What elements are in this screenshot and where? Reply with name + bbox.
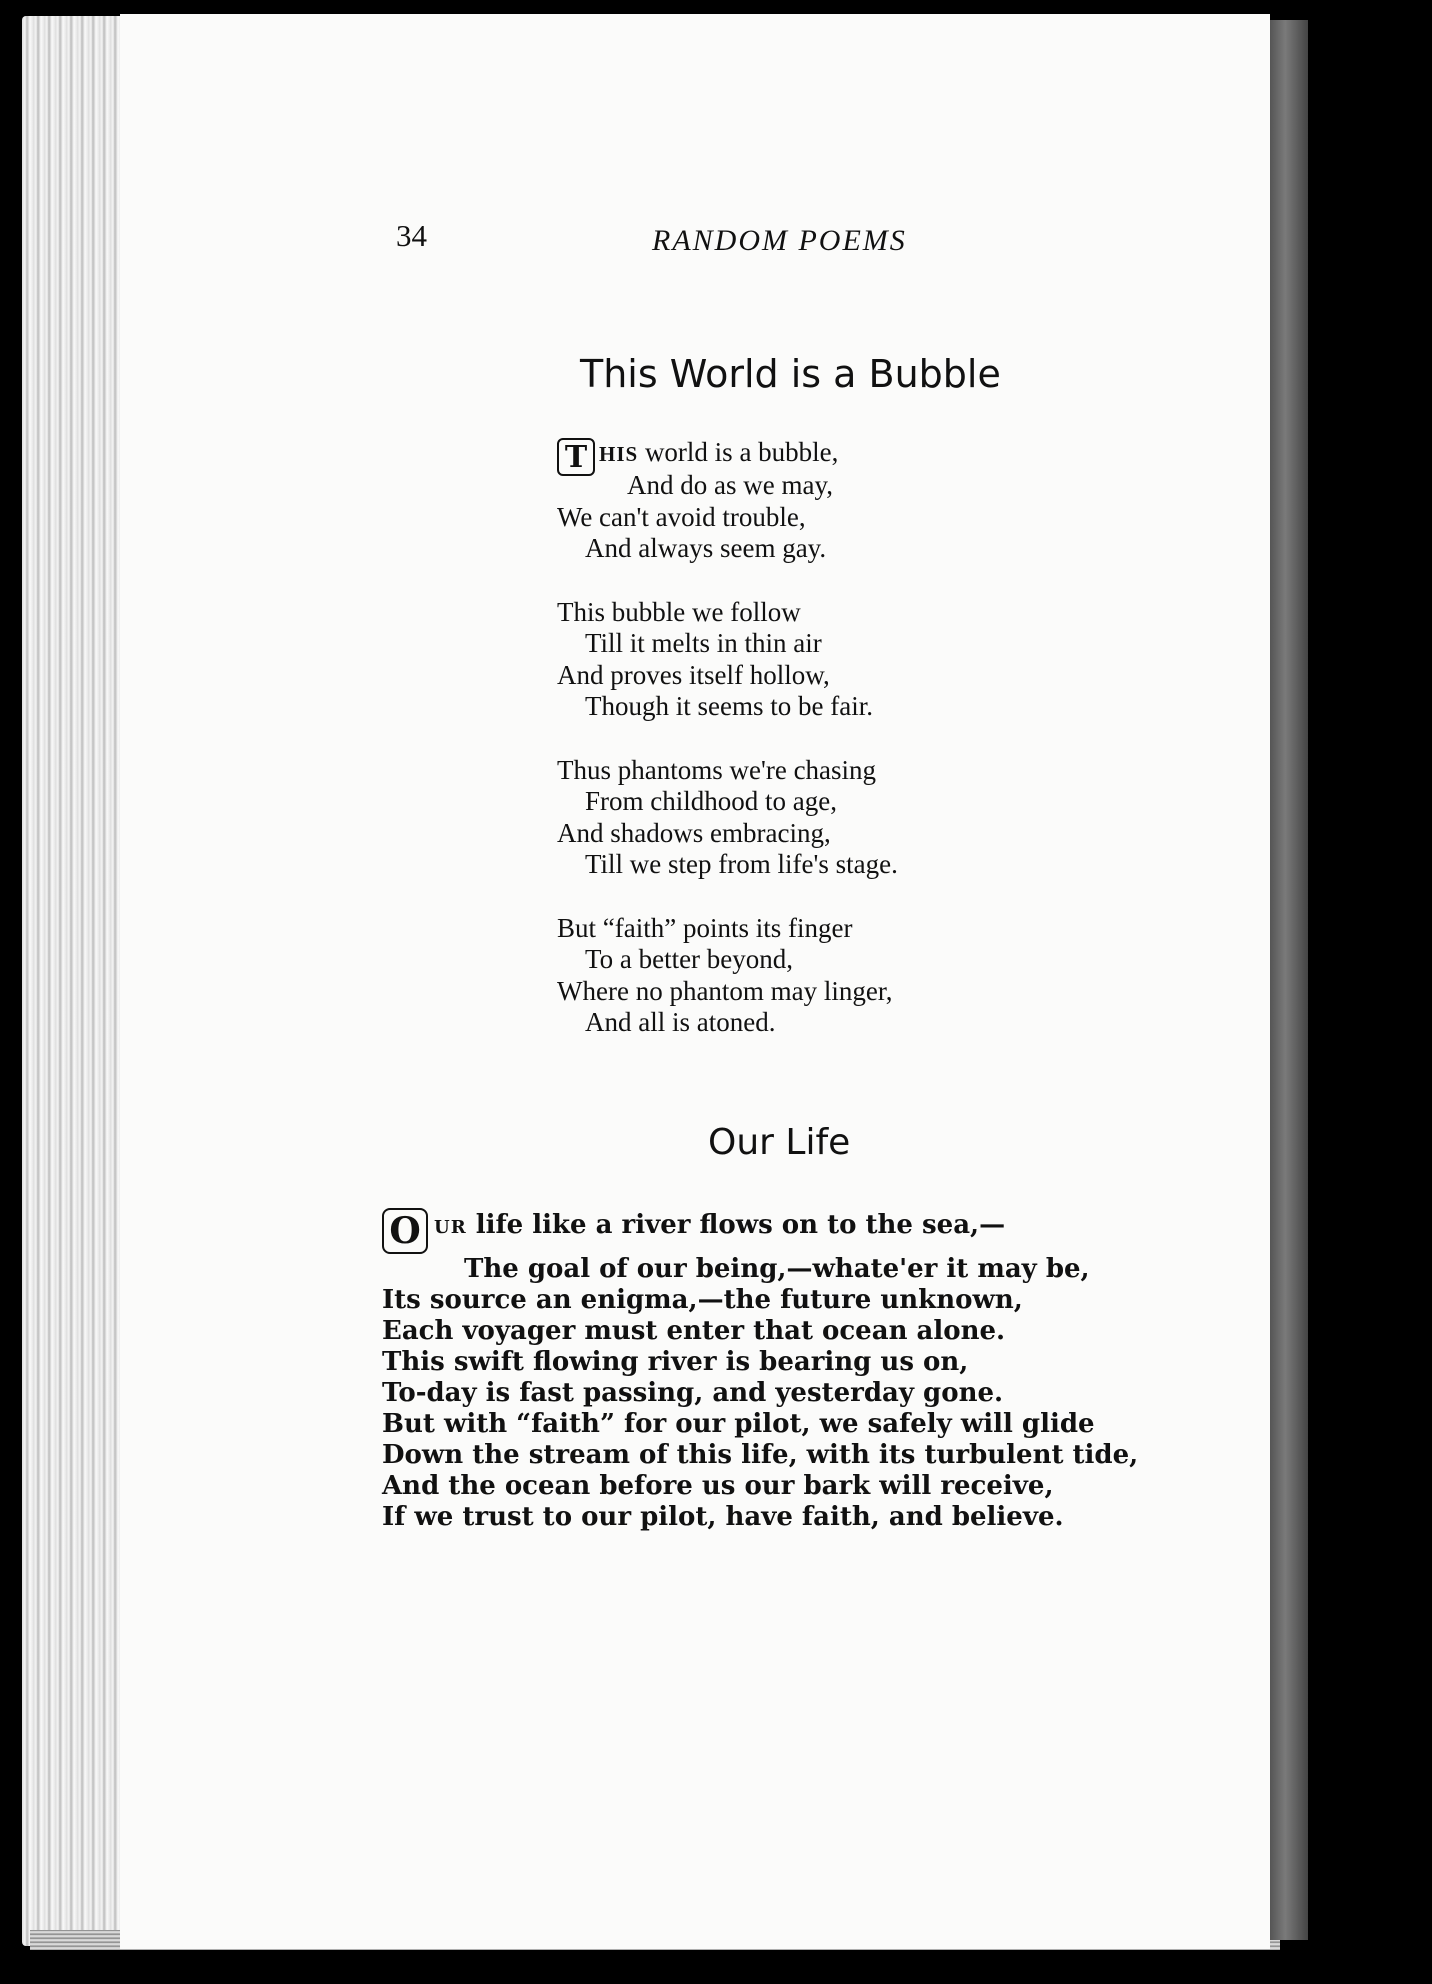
- poem-line: Where no phantom may linger,: [557, 975, 893, 1006]
- poem-line: Till we step from life's stage.: [585, 849, 898, 879]
- poem-2-body: [382, 1208, 1138, 1533]
- poem-line: And the ocean before us our bark will receive,: [382, 1471, 1054, 1501]
- poem-line: [382, 1208, 1138, 1254]
- poem-line: And all is atoned.: [585, 1007, 776, 1037]
- poem-line: From childhood to age,: [585, 786, 837, 816]
- small-caps-word: UR: [434, 1217, 467, 1238]
- page-stack-edges: [22, 16, 132, 1946]
- spine-shadow: [1270, 20, 1308, 1940]
- poem-line: We can't avoid trouble,: [557, 501, 806, 532]
- stanza-3: [557, 755, 898, 881]
- poem-line: The goal of our being,—whate'er it may be,: [464, 1254, 1090, 1284]
- poem-line: But “faith” points its finger: [557, 912, 853, 943]
- poem-1-body: [557, 437, 898, 1071]
- poem-title-2: Our Life: [708, 1122, 851, 1163]
- poem-line: Each voyager must enter that ocean alone.: [382, 1316, 1006, 1346]
- poem-line: To a better beyond,: [585, 944, 794, 974]
- line-text: world is a bubble,: [644, 437, 839, 467]
- poem-line: And shadows embracing,: [557, 817, 831, 848]
- poem-line: And do as we may,: [627, 470, 833, 500]
- stanza-4: [557, 913, 898, 1039]
- poem-line: Till it melts in thin air: [585, 628, 822, 658]
- poem-line: And proves itself hollow,: [557, 659, 830, 690]
- drop-cap: O: [382, 1208, 428, 1254]
- poem-line: To-day is fast passing, and yesterday gone.: [382, 1378, 1004, 1408]
- poem-title-1: This World is a Bubble: [580, 352, 1001, 396]
- scan-right-edge: [1308, 0, 1432, 1984]
- running-head: RANDOM POEMS: [652, 224, 907, 257]
- poem-line: Down the stream of this life, with its turbulent tide,: [382, 1440, 1139, 1470]
- poem-line: Thus phantoms we're chasing: [557, 754, 877, 785]
- drop-cap: T: [557, 438, 595, 476]
- poem-line: This swift flowing river is bearing us on,: [382, 1347, 969, 1377]
- poem-line: Its source an enigma,—the future unknown,: [382, 1285, 1023, 1315]
- line-text: life like a river flows on to the sea,—: [475, 1210, 1006, 1240]
- poem-line: But with “faith” for our pilot, we safely will glide: [382, 1409, 1095, 1439]
- stanza-1: [557, 437, 898, 565]
- poem-line: Though it seems to be fair.: [585, 691, 873, 721]
- small-caps-word: HIS: [599, 442, 639, 466]
- poem-line: And always seem gay.: [585, 533, 827, 563]
- stanza-2: [557, 597, 898, 723]
- poem-line: This bubble we follow: [557, 596, 801, 627]
- poem-line: If we trust to our pilot, have faith, and believe.: [382, 1502, 1064, 1532]
- page-number: 34: [396, 218, 427, 253]
